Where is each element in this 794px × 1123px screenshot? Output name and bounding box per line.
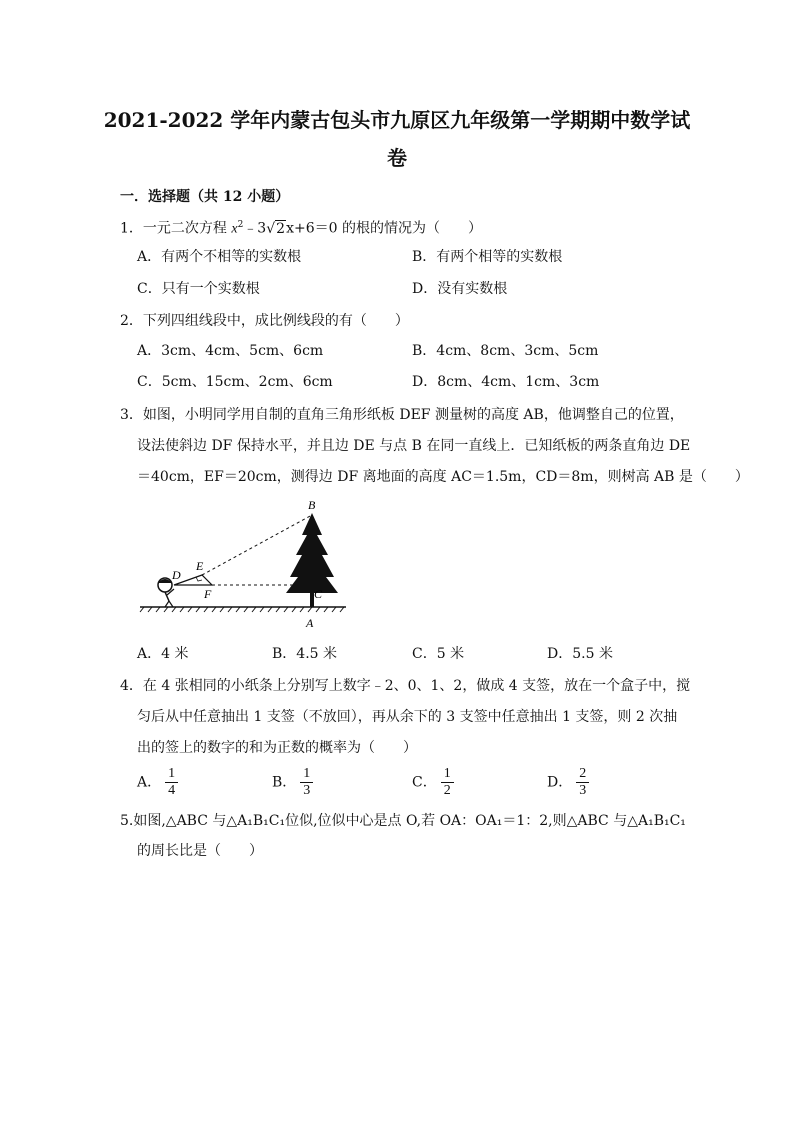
q1-prefix: 1．一元二次方程 — [120, 220, 232, 237]
q4-option-a — [137, 766, 178, 799]
question-4-line3: 出的签上的数字的和为正数的概率为（ ） — [137, 740, 417, 756]
ground-line — [140, 607, 346, 612]
exam-title-line2: 卷 — [387, 146, 407, 170]
q1-rest: x+6＝0 的根的情况为（ ） — [286, 220, 482, 237]
question-4-line2: 匀后从中任意抽出 1 支签（不放回），再从余下的 3 支签中任意抽出 1 支签，则 2 次抽 — [137, 709, 678, 725]
q1-coefficient: ﹣3 — [243, 220, 267, 237]
question-3-line3: ＝40cm，EF＝20cm，测得边 DF 离地面的高度 AC＝1.5m，CD＝8m，则树高 AB 是（ ） — [137, 469, 749, 485]
exam-title-line1: 2021-2022 学年内蒙古包头市九原区九年级第一学期期中数学试 — [103, 108, 691, 132]
q2-option-a: A．3cm、4cm、5cm、6cm — [137, 343, 324, 359]
fraction-denominator: 3 — [579, 783, 587, 798]
q4-option-a-label: A． — [137, 774, 162, 791]
person-icon — [158, 578, 174, 607]
q4-option-d-fraction — [576, 766, 589, 799]
section-heading: 一．选择题（共 12 小题） — [120, 189, 290, 205]
q1-option-c: C．只有一个实数根 — [137, 281, 260, 297]
label-b: B — [308, 498, 316, 512]
fraction-denominator: 4 — [168, 783, 176, 798]
q3-option-b: B．4.5 米 — [272, 646, 338, 662]
q1-exponent: 2 — [237, 220, 244, 230]
q4-option-c — [412, 766, 454, 799]
q1-option-b: B．有两个相等的实数根 — [412, 249, 563, 265]
fraction-numerator: 1 — [300, 766, 313, 783]
label-d: D — [172, 568, 181, 582]
tree-measurement-figure — [136, 495, 356, 635]
question-3-line2: 设法使斜边 DF 保持水平，并且边 DE 与点 B 在同一直线上．已知纸板的两条直角边 DE — [137, 438, 691, 454]
q3-option-c: C．5 米 — [412, 646, 465, 662]
question-3-line1: 3．如图，小明同学用自制的直角三角形纸板 DEF 测量树的高度 AB，他调整自己的位置， — [120, 407, 684, 423]
q4-option-d — [547, 766, 589, 799]
question-5-line1: 5.如图,△ABC 与△A₁B₁C₁位似,位似中心是点 O,若 OA：OA₁＝1：2,则△ABC 与△A₁B₁C₁ — [120, 813, 686, 829]
tree-icon — [286, 513, 338, 607]
label-a: A — [306, 616, 314, 630]
q2-option-d: D．8cm、4cm、1cm、3cm — [412, 374, 600, 390]
label-c: C — [314, 587, 323, 601]
question-5-line2: 的周长比是（ ） — [137, 843, 263, 859]
q4-option-c-label: C． — [412, 774, 437, 791]
sight-line-de-b — [202, 515, 312, 575]
label-f: F — [204, 587, 212, 601]
q1-option-d: D．没有实数根 — [412, 281, 508, 297]
question-2-stem: 2．下列四组线段中，成比例线段的有（ ） — [120, 313, 409, 329]
question-1-stem — [120, 216, 482, 239]
q1-option-a: A．有两个不相等的实数根 — [137, 249, 302, 265]
q4-option-b — [272, 766, 313, 799]
q3-option-a: A．4 米 — [137, 646, 189, 662]
fraction-numerator: 2 — [576, 766, 589, 783]
q4-option-c-fraction — [441, 766, 454, 799]
q3-option-d: D．5.5 米 — [547, 646, 613, 662]
sqrt-symbol: √2 — [266, 220, 286, 237]
q4-option-b-fraction — [300, 766, 313, 799]
q4-option-b-label: B． — [272, 774, 297, 791]
fraction-numerator: 1 — [441, 766, 454, 783]
label-e: E — [196, 559, 204, 573]
q2-option-c: C．5cm、15cm、2cm、6cm — [137, 374, 333, 390]
fraction-denominator: 2 — [443, 783, 451, 798]
q2-option-b: B．4cm、8cm、3cm、5cm — [412, 343, 599, 359]
q4-option-d-label: D． — [547, 774, 573, 791]
q1-var-x: x — [231, 221, 238, 237]
q1-radicand: 2 — [276, 220, 286, 237]
q4-option-a-fraction — [165, 766, 178, 799]
fraction-denominator: 3 — [303, 783, 311, 798]
question-4-line1: 4．在 4 张相同的小纸条上分别写上数字﹣2、0、1、2，做成 4 支签，放在一个盒子中，搅 — [120, 678, 691, 694]
fraction-numerator: 1 — [165, 766, 178, 783]
